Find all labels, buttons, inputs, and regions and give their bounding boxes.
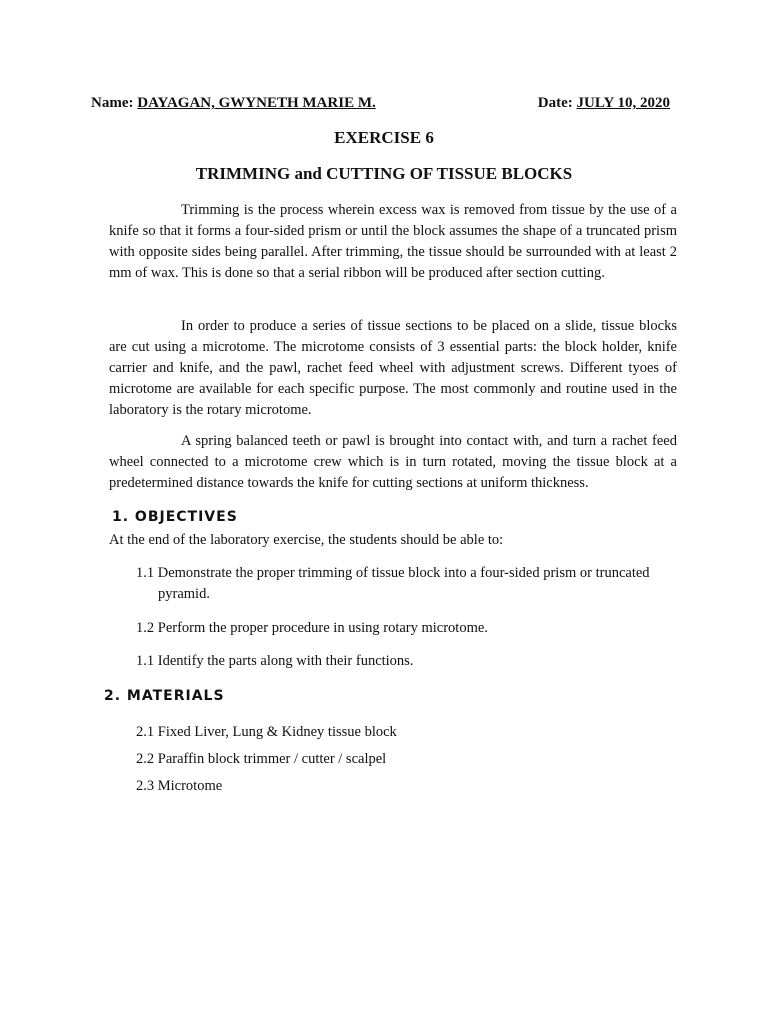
name-field (91, 93, 376, 113)
material-item: 2.3 Microtome (136, 778, 223, 794)
objectives-intro: At the end of the laboratory exercise, the students should be able to: (109, 532, 504, 548)
date-value: JULY 10, 2020 (576, 95, 670, 111)
objective-item: 1.1 Demonstrate the proper trimming of tissue block into a four-sided prism or truncated pyramid. (136, 565, 650, 602)
material-item: 2.2 Paraffin block trimmer / cutter / scalpel (136, 751, 387, 767)
material-item: 2.1 Fixed Liver, Lung & Kidney tissue block (136, 724, 397, 740)
paragraph-trimming: Trimming is the process wherein excess wax is removed from tissue by the use of a knife so that it forms a four-sided prism or until the block assumes the shape of a truncated prism with opposite sides being parallel. After trimming, the tissue should be surrounded with at least 2 mm of wax. This is done so that a serial ribbon will be produced after section cutting. (109, 202, 677, 281)
date-field (538, 93, 670, 113)
name-value: DAYAGAN, GWYNETH MARIE M. (137, 95, 376, 111)
objective-item: 1.2 Perform the proper procedure in using rotary microtome. (136, 620, 488, 636)
materials-heading: 2. MATERIALS (104, 688, 225, 704)
main-title: TRIMMING and CUTTING OF TISSUE BLOCKS (195, 164, 573, 183)
objective-item: 1.1 Identify the parts along with their functions. (136, 653, 414, 669)
paragraph-microtome: In order to produce a series of tissue sections to be placed on a slide, tissue blocks are cut using a microtome. The microtome consists of 3 essential parts: the block holder, knife carrier and knife, and the pawl, rachet feed wheel with adjustment screws. Different tyoes of microtome are available for each specific purpose. The most commonly and routine used in the laboratory is the rotary microtome. (109, 318, 677, 418)
name-label: Name: (91, 95, 134, 111)
date-label: Date: (537, 95, 573, 111)
paragraph-pawl: A spring balanced teeth or pawl is brought into contact with, and turn a rachet feed wheel connected to a microtome crew which is in turn rotated, moving the tissue block at a predetermined distance towards the knife for cutting sections at uniform thickness. (109, 433, 677, 491)
exercise-title: EXERCISE 6 (334, 128, 434, 147)
objectives-heading: 1. OBJECTIVES (112, 509, 238, 525)
